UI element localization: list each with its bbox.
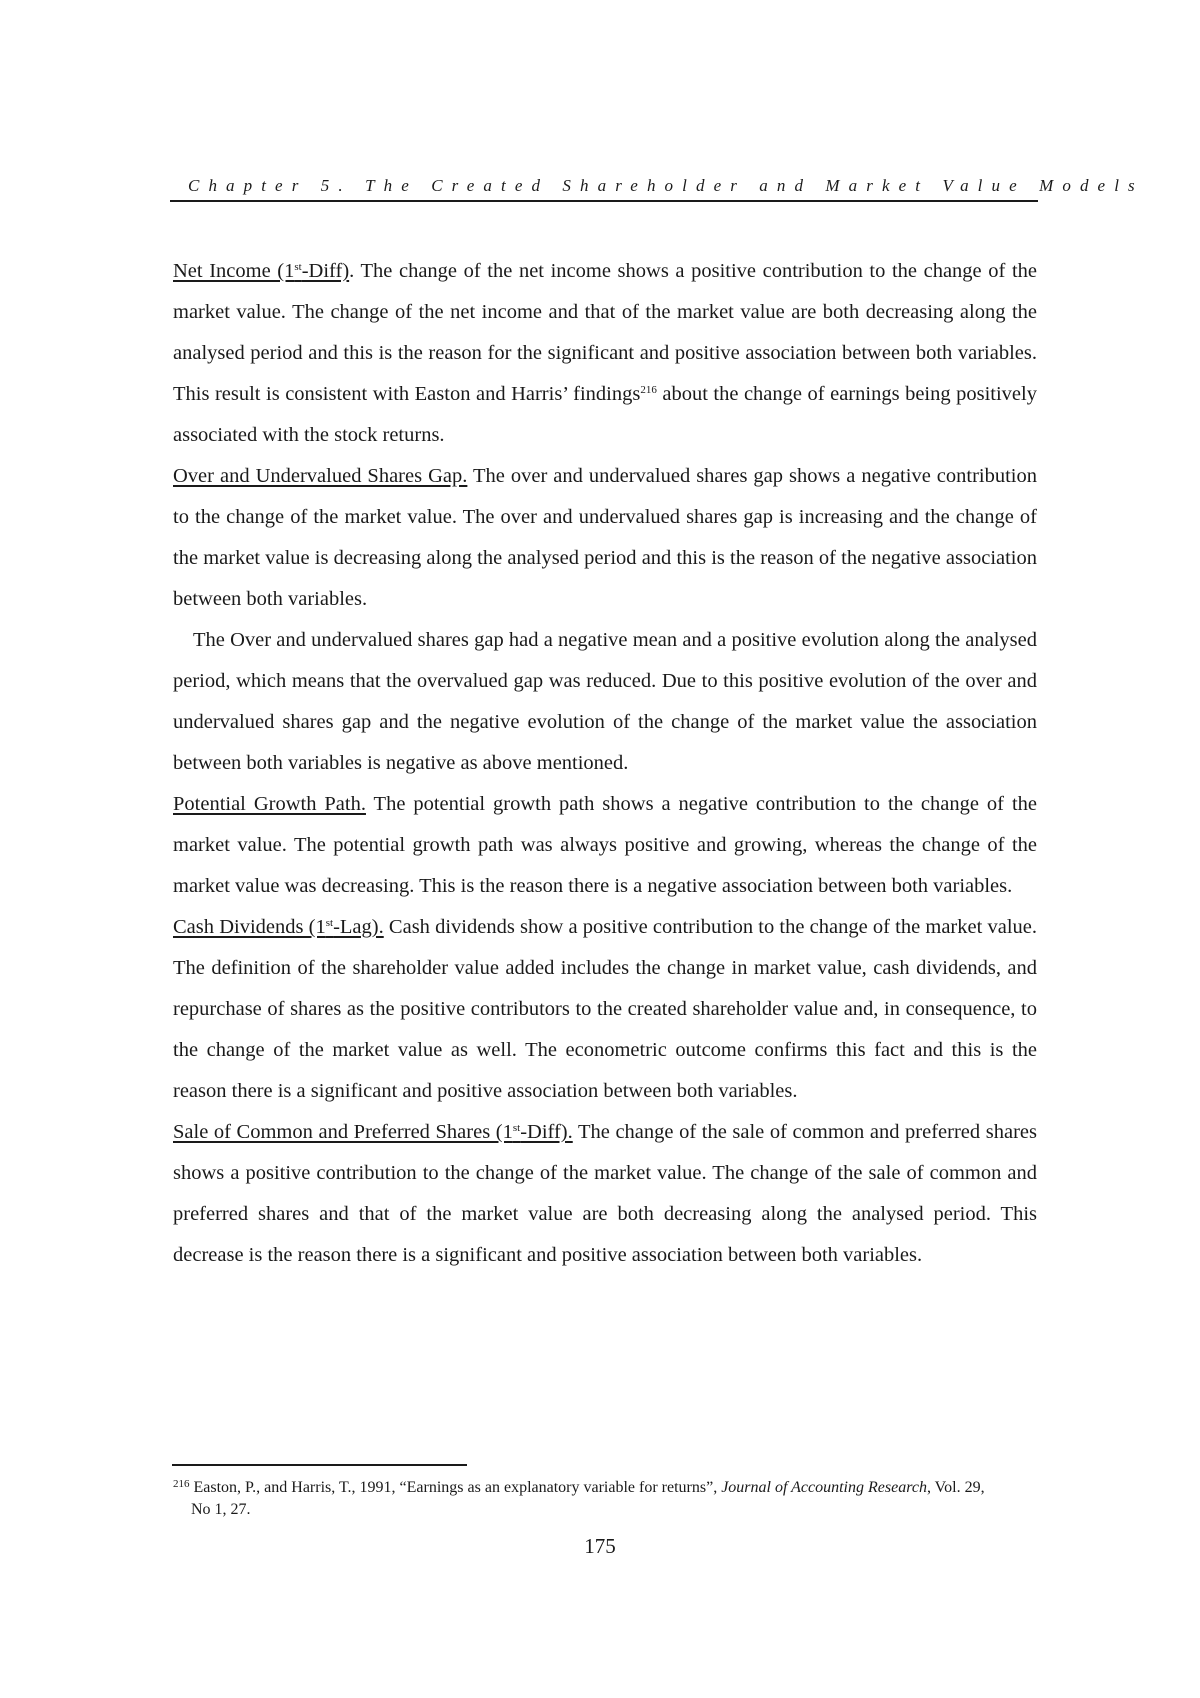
- footnote-number: 216: [173, 1478, 190, 1490]
- footnote: [173, 1477, 1037, 1521]
- page-number: 175: [584, 1534, 616, 1558]
- footnote-reference: 216: [640, 384, 657, 396]
- footnote-line-2: No 1, 27.: [191, 1501, 251, 1518]
- section-heading-net-income: Net Income (1st-Diff): [173, 260, 350, 282]
- body-text: [173, 251, 1037, 1276]
- paragraph-text: The potential growth path shows a negative contribution to the change of the market value. The potential growth path was always positive and growing, whereas the change of the market value was decreasing. This is the reason there is a negative association between both variables.: [173, 793, 1037, 897]
- footnote-journal: Journal of Accounting Research: [721, 1479, 927, 1496]
- paragraph-shares-gap: [173, 456, 1037, 620]
- running-header: [170, 170, 1144, 202]
- section-heading-sale-of-shares: Sale of Common and Preferred Shares (1st-Diff).: [173, 1121, 573, 1143]
- paragraph-shares-gap-evolution: [173, 620, 1037, 784]
- footnote-line-1: $^{216}$ Easton, P., and Harris, T., 1991, “Earnings as an explanatory variable for returns”, Journal of Accounting Research, Vol. 29,: [173, 1478, 985, 1496]
- section-heading-growth-path: Potential Growth Path.: [173, 793, 366, 815]
- section-heading-cash-dividends: Cash Dividends (1st-Lag).: [173, 916, 384, 938]
- paragraph-text: . The change of the net income shows a positive contribution to the change of the market value. The change of the net income and that of the market value are both decreasing along the analysed period and this is the reason for the significant and positive association between both variables. This result is consistent with Easton and Harris’ findings: [173, 260, 1037, 405]
- paragraph-cash-dividends: [173, 907, 1037, 1112]
- paragraph-text-tail: about the change of earnings being positively associated with the stock returns.: [173, 383, 1037, 446]
- paragraph-net-income: [173, 251, 1037, 456]
- paragraph-text: The change of the sale of common and preferred shares shows a positive contribution to the change of the market value. The change of the sale of common and preferred shares and that of the market value are both decreasing along the analysed period. This decrease is the reason there is a significant and positive association between both variables.: [173, 1121, 1037, 1266]
- paragraph-text: The over and undervalued shares gap shows a negative contribution to the change of the market value. The over and undervalued shares gap is increasing and the change of the market value is decreasing along the analysed period and this is the reason of the negative association between both variables.: [173, 465, 1037, 610]
- paragraph-growth-path: [173, 784, 1037, 907]
- paragraph-sale-of-shares: [173, 1112, 1037, 1276]
- paragraph-text: Cash dividends show a positive contribution to the change of the market value. The definition of the shareholder value added includes the change in market value, cash dividends, and repurchase of shares as the positive contributors to the created shareholder value and, in consequence, to the change of the market value as well. The econometric outcome confirms this fact and this is the reason there is a significant and positive association between both variables.: [173, 916, 1037, 1102]
- paragraph-text: The Over and undervalued shares gap had a negative mean and a positive evolution along the analysed period, which means that the overvalued gap was reduced. Due to this positive evolution of the over and undervalued shares gap and the negative evolution of the change of the market value the association between both variables is negative as above mentioned.: [173, 629, 1037, 774]
- footnote-divider: [172, 1464, 467, 1466]
- section-heading-shares-gap: Over and Undervalued Shares Gap.: [173, 465, 468, 487]
- header-title: Chapter 5. The Created Shareholder and Market Value Models: [188, 176, 1144, 195]
